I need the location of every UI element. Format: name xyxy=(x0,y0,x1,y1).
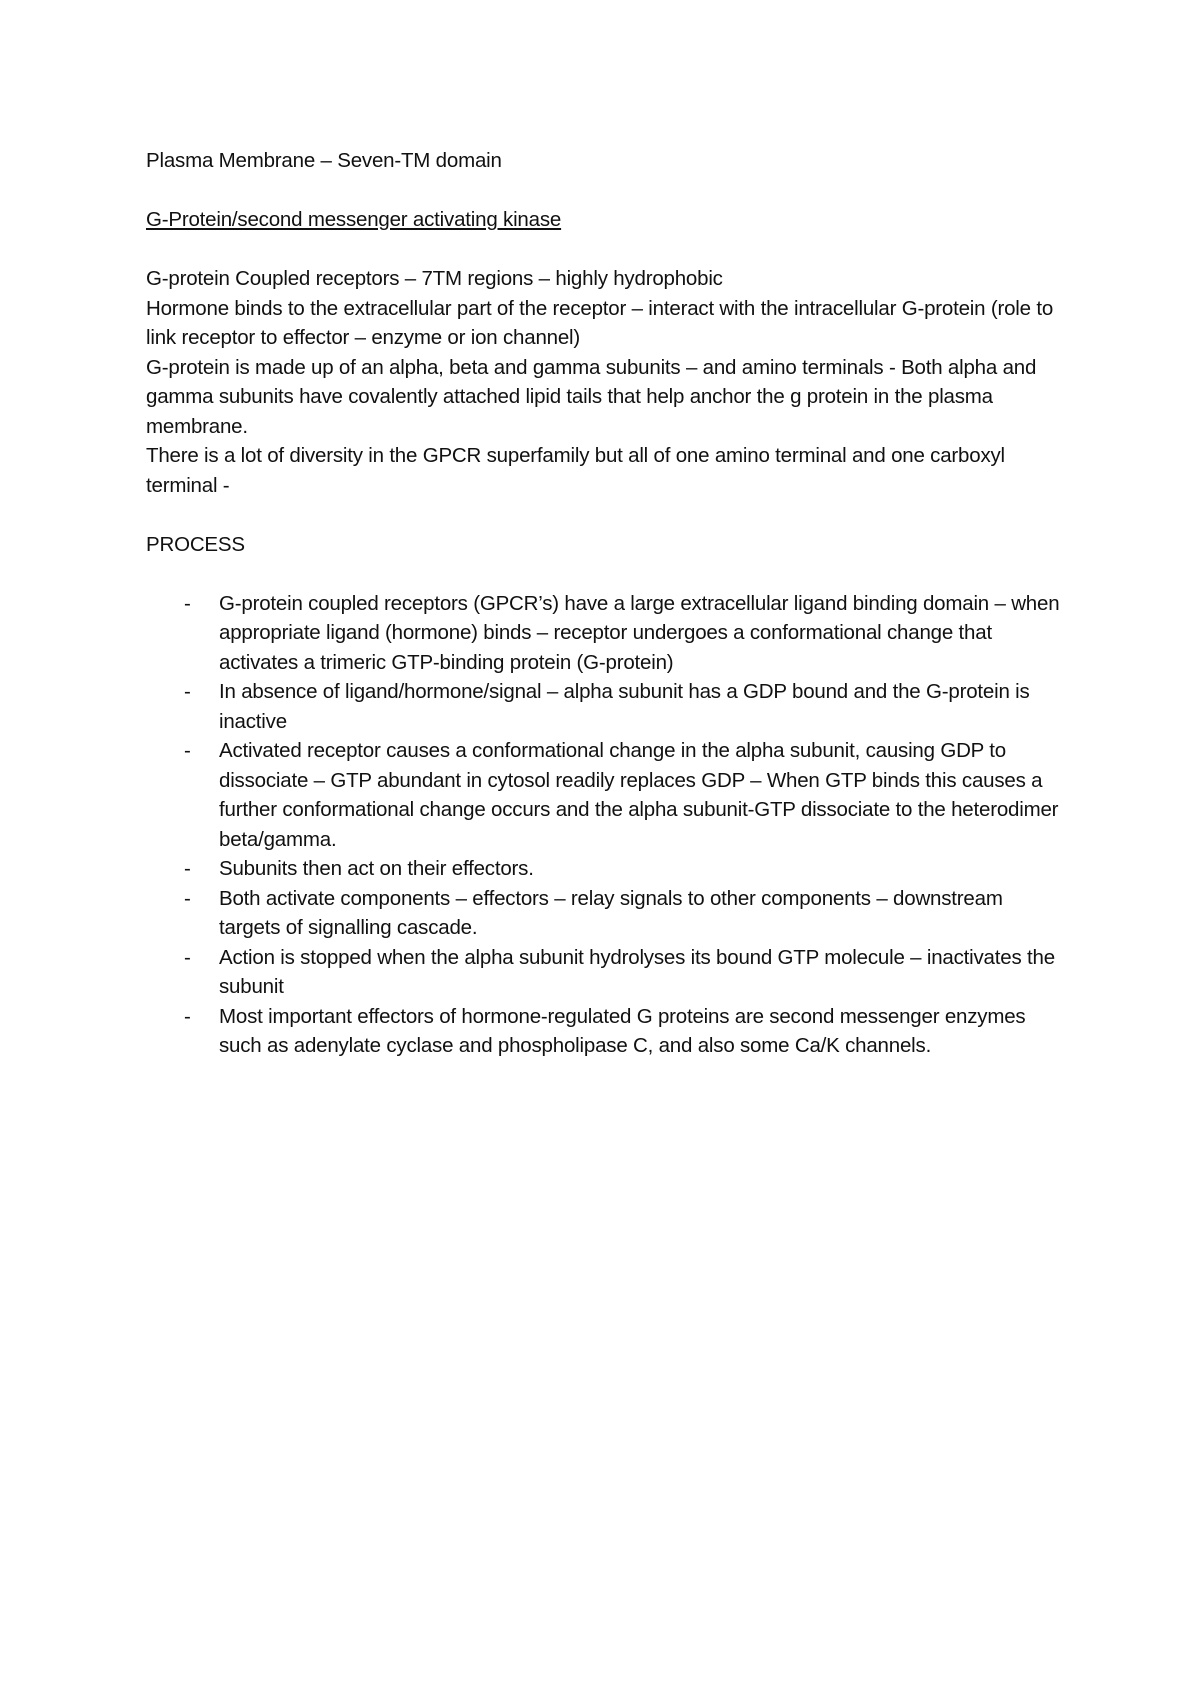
intro-paragraphs xyxy=(146,264,1066,500)
list-item xyxy=(146,589,1066,678)
bullet-dash: - xyxy=(184,739,191,762)
bullet-dash: - xyxy=(184,857,191,880)
bullet-dash: - xyxy=(184,591,191,615)
list-item-text: Most important effectors of hormone-regulated G proteins are second messenger enzymes such as adenylate cyclase and phospholipase C, and also some Ca/K channels. xyxy=(219,1004,1026,1057)
paragraph: Hormone binds to the extracellular part of the receptor – interact with the intracellular G-protein (role to link receptor to effector – enzyme or ion channel) xyxy=(146,296,1054,349)
list-item-text: Subunits then act on their effectors. xyxy=(219,857,534,880)
paragraph: G-protein is made up of an alpha, beta and gamma subunits – and amino terminals - Both alpha and gamma subunits have covalently attached lipid tails that help anchor the g protein in the plasma membrane. xyxy=(146,355,1037,438)
list-item xyxy=(146,1002,1066,1061)
process-heading: PROCESS xyxy=(146,532,245,556)
section-subheading: G-Protein/second messenger activating kinase xyxy=(146,208,562,231)
list-item-text: G-protein coupled receptors (GPCR’s) have a large extracellular ligand binding domain – when appropriate ligand (hormone) binds – receptor undergoes a conformational change that activates a trimeric GTP-binding protein (G-protein) xyxy=(219,591,1060,674)
list-item xyxy=(146,854,1066,884)
list-item-text: In absence of ligand/hormone/signal – alpha subunit has a GDP bound and the G-protein is inactive xyxy=(219,680,1030,733)
paragraph: G-protein Coupled receptors – 7TM regions – highly hydrophobic xyxy=(146,267,723,290)
bullet-dash: - xyxy=(184,945,191,969)
bullet-dash: - xyxy=(184,680,191,703)
list-item xyxy=(146,736,1066,854)
list-item-text: Both activate components – effectors – relay signals to other components – downstream targets of signalling cascade. xyxy=(219,886,1003,939)
list-item-text: Action is stopped when the alpha subunit hydrolyses its bound GTP molecule – inactivates the subunit xyxy=(219,945,1055,998)
list-item-text: Activated receptor causes a conformational change in the alpha subunit, causing GDP to dissociate – GTP abundant in cytosol readily replaces GDP – When GTP binds this causes a further conformational change occurs and the alpha subunit-GTP dissociate to the heterodimer beta/gamma. xyxy=(219,739,1059,851)
list-item xyxy=(146,943,1066,1002)
list-item xyxy=(146,884,1066,943)
document-title: Plasma Membrane – Seven-TM domain xyxy=(146,149,502,172)
bullet-dash: - xyxy=(184,1004,191,1028)
list-item xyxy=(146,677,1066,736)
document-page xyxy=(146,146,1066,1061)
bullet-dash: - xyxy=(184,886,191,910)
paragraph: There is a lot of diversity in the GPCR superfamily but all of one amino terminal and one carboxyl terminal - xyxy=(146,444,1005,497)
process-list xyxy=(146,589,1066,1061)
